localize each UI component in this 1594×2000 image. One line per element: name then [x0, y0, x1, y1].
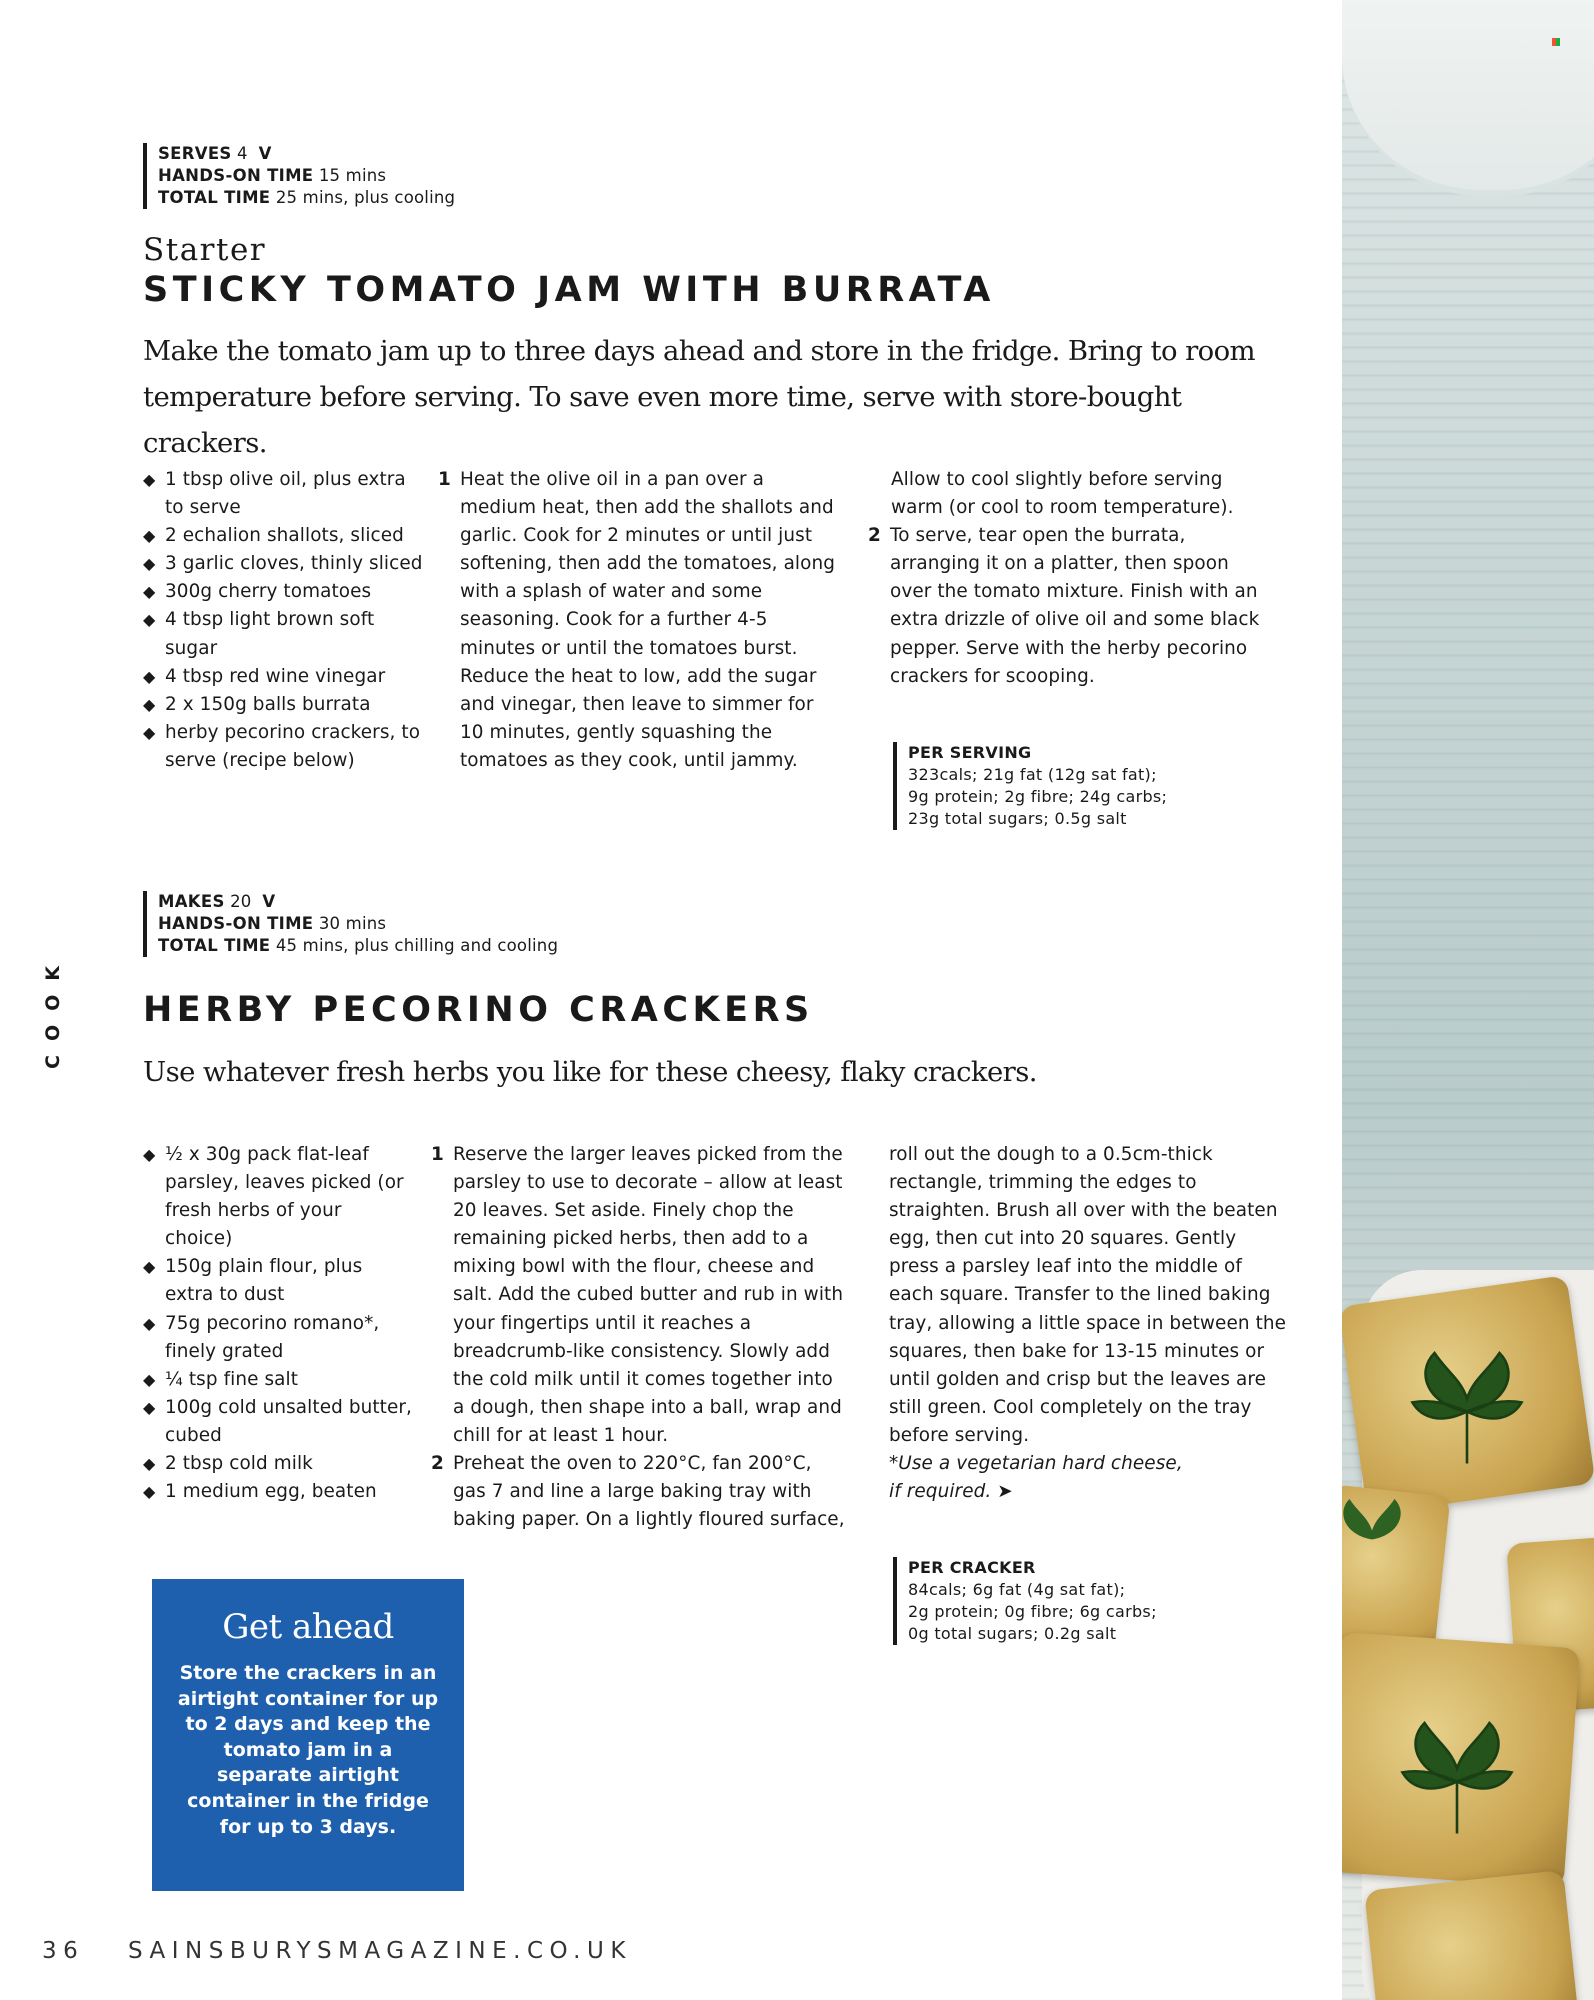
- makes-label: MAKES: [158, 892, 225, 911]
- recipe2-method-col1: [431, 1141, 846, 1534]
- recipe2-ingredients: [143, 1141, 413, 1506]
- continue-arrow-icon: ➤: [997, 1481, 1013, 1503]
- serves-label: SERVES: [158, 144, 232, 163]
- bullet-diamond-icon: ◆: [143, 470, 156, 489]
- recipe1-ingredients: [143, 466, 423, 775]
- nutrition-line: 2g protein; 0g fibre; 6g carbs;: [908, 1602, 1157, 1621]
- bullet-diamond-icon: ◆: [143, 1369, 156, 1389]
- logo-mark-icon: [1552, 38, 1560, 46]
- get-ahead-box: [152, 1579, 464, 1891]
- step-number: 1: [431, 1144, 444, 1165]
- recipe2-method-col2: [889, 1141, 1289, 1506]
- get-ahead-body: Store the crackers in an airtight container for up to 2 days and keep the tomato jam in a separate airtight container in the fridge for up to 3 days.: [177, 1662, 439, 1838]
- ingredient-item: [143, 1394, 413, 1450]
- ingredient-text: 300g cherry tomatoes: [165, 581, 372, 603]
- bullet-diamond-icon: ◆: [143, 1313, 156, 1333]
- ingredient-text: ¼ tsp fine salt: [165, 1368, 299, 1390]
- ingredient-text: 2 tbsp cold milk: [165, 1453, 313, 1475]
- bullet-diamond-icon: ◆: [143, 526, 156, 546]
- total-time-value: 25 mins, plus cooling: [275, 188, 456, 207]
- nutrition-line: 323cals; 21g fat (12g sat fat);: [908, 765, 1157, 784]
- ingredient-text: 1 medium egg, beaten: [165, 1481, 377, 1503]
- parsley-leaf-icon: [1392, 1710, 1522, 1840]
- bullet-diamond-icon: ◆: [143, 610, 156, 630]
- footnote: *Use a vegetarian hard cheese, if required.: [889, 1453, 1183, 1503]
- recipe2-meta: [143, 891, 558, 957]
- recipe1-nutrition: [893, 742, 1167, 830]
- ingredient-text: 2 echalion shallots, sliced: [165, 525, 404, 547]
- site-url: SAINSBURYSMAGAZINE.CO.UK: [128, 1938, 632, 1964]
- ingredient-item: [143, 719, 423, 775]
- parsley-leaf-icon: [1342, 1480, 1417, 1590]
- ingredient-text: 100g cold unsalted butter, cubed: [165, 1396, 413, 1446]
- recipe2-title: HERBY PECORINO CRACKERS: [143, 990, 814, 1030]
- ingredient-item: [143, 1366, 413, 1394]
- ingredient-text: 3 garlic cloves, thinly sliced: [165, 553, 423, 575]
- bullet-diamond-icon: ◆: [143, 666, 156, 686]
- nutrition-line: 0g total sugars; 0.2g salt: [908, 1624, 1117, 1643]
- recipe1-intro: Make the tomato jam up to three days ahead and store in the fridge. Bring to room temperature before serving. To save even more time, serve with store-bought crackers.: [143, 335, 1256, 459]
- nutrition-line: 84cals; 6g fat (4g sat fat);: [908, 1580, 1126, 1599]
- step-text: Reserve the larger leaves picked from the parsley to use to decorate – allow at least 20 leaves. Set aside. Finely chop the remaining picked herbs, then add to a mixing bowl with the flour, cheese and salt. Add the cubed butter and rub in with your fingertips until it reaches a breadcrumb-like consistency. Slowly add the cold milk until it comes together into a dough, then shape into a ball, wrap and chill for at least 1 hour.: [453, 1144, 844, 1446]
- cracker-image: [1364, 1870, 1580, 2000]
- ingredient-text: 2 x 150g balls burrata: [165, 693, 371, 715]
- recipe2-intro: Use whatever fresh herbs you like for these cheesy, flaky crackers.: [143, 1056, 1037, 1088]
- hands-on-label: HANDS-ON TIME: [158, 166, 314, 185]
- ingredient-text: ½ x 30g pack flat-leaf parsley, leaves picked (or fresh herbs of your choice): [165, 1144, 404, 1250]
- recipe1-kicker: Starter: [143, 232, 267, 268]
- recipe1-method-col2: [868, 466, 1268, 691]
- page-number: 36: [42, 1938, 85, 1964]
- nutrition-heading: PER CRACKER: [908, 1558, 1036, 1577]
- ingredient-text: 4 tbsp red wine vinegar: [165, 665, 386, 687]
- get-ahead-heading: Get ahead: [222, 1607, 394, 1647]
- step-text: Heat the olive oil in a pan over a medium heat, then add the shallots and garlic. Cook for 2 minutes or until just softening, then add the tomatoes, along with a splash of water and some seasoning. Cook for a further 4-5 minutes or until the tomatoes burst. Reduce the heat to low, add the sugar and vinegar, then leave to simmer for 10 minutes, gently squashing the tomatoes as they cook, until jammy.: [460, 469, 836, 771]
- vegetarian-badge: V: [262, 892, 276, 911]
- total-time-label: TOTAL TIME: [158, 188, 271, 207]
- serves-value: 4: [237, 144, 248, 163]
- nutrition-heading: PER SERVING: [908, 743, 1032, 762]
- ingredient-text: 75g pecorino romano*, finely grated: [165, 1312, 380, 1362]
- bullet-diamond-icon: ◆: [143, 1454, 156, 1474]
- step-continuation-text: Allow to cool slightly before serving warm (or cool to room temperature).: [891, 469, 1234, 519]
- ingredient-item: [143, 522, 423, 550]
- section-label-text: COOK: [41, 951, 64, 1069]
- nutrition-line: 23g total sugars; 0.5g salt: [908, 809, 1127, 828]
- bullet-diamond-icon: ◆: [143, 1257, 156, 1277]
- step-text: To serve, tear open the burrata, arranging it on a platter, then spoon over the tomato mixture. Finish with an extra drizzle of olive oil and some black pepper. Serve with the herby pecorino crackers for scooping.: [890, 525, 1260, 687]
- bullet-diamond-icon: ◆: [143, 554, 156, 574]
- ingredient-item: [143, 1141, 413, 1253]
- ingredient-text: herby pecorino crackers, to serve (recipe below): [165, 721, 421, 771]
- ingredient-item: [143, 1253, 413, 1309]
- bullet-diamond-icon: ◆: [143, 1397, 156, 1417]
- food-photo: [1342, 0, 1594, 2000]
- recipe2-nutrition: [893, 1557, 1157, 1645]
- ingredient-item: [143, 578, 423, 606]
- ingredient-text: 1 tbsp olive oil, plus extra to serve: [165, 469, 406, 519]
- recipe1-title: STICKY TOMATO JAM WITH BURRATA: [143, 270, 995, 310]
- glass-dish-image: [1342, 0, 1594, 196]
- step-number: 1: [438, 469, 451, 490]
- ingredient-item: [143, 550, 423, 578]
- bullet-diamond-icon: ◆: [143, 1482, 156, 1502]
- recipe1-meta: [143, 143, 455, 209]
- ingredient-item: [143, 663, 423, 691]
- bullet-diamond-icon: ◆: [143, 722, 156, 742]
- total-time-value: 45 mins, plus chilling and cooling: [275, 936, 559, 955]
- bullet-diamond-icon: ◆: [143, 582, 156, 602]
- parsley-leaf-icon: [1402, 1340, 1532, 1470]
- ingredient-item: [143, 691, 423, 719]
- ingredient-text: 150g plain flour, plus extra to dust: [165, 1256, 363, 1306]
- ingredient-text: 4 tbsp light brown soft sugar: [165, 609, 375, 659]
- hands-on-label: HANDS-ON TIME: [158, 914, 314, 933]
- bullet-diamond-icon: ◆: [143, 694, 156, 714]
- nutrition-line: 9g protein; 2g fibre; 24g carbs;: [908, 787, 1168, 806]
- hands-on-value: 30 mins: [318, 914, 387, 933]
- ingredient-item: [143, 1478, 413, 1506]
- recipe1-method-col1: [438, 466, 838, 775]
- section-label-cook: [38, 950, 68, 1070]
- step-continuation-text: roll out the dough to a 0.5cm-thick rectangle, trimming the edges to straighten. Brush all over with the beaten egg, then cut into 20 squares. Gently press a parsley leaf into the middle of each square. Transfer to the lined baking tray, allowing a little space in between the squares, then bake for 13-15 minutes or until golden and crisp but the leaves are still green. Cool completely on the tray before serving.: [889, 1144, 1287, 1446]
- vegetarian-badge: V: [258, 144, 272, 163]
- ingredient-item: [143, 606, 423, 662]
- hands-on-value: 15 mins: [318, 166, 387, 185]
- ingredient-item: [143, 1310, 413, 1366]
- makes-value: 20: [230, 892, 252, 911]
- step-number: 2: [868, 525, 881, 547]
- step-text: Preheat the oven to 220°C, fan 200°C, gas 7 and line a large baking tray with baking paper. On a lightly floured surface,: [453, 1453, 845, 1531]
- total-time-label: TOTAL TIME: [158, 936, 271, 955]
- ingredient-item: [143, 1450, 413, 1478]
- bullet-diamond-icon: ◆: [143, 1145, 156, 1164]
- step-number: 2: [431, 1453, 444, 1475]
- ingredient-item: [143, 466, 423, 522]
